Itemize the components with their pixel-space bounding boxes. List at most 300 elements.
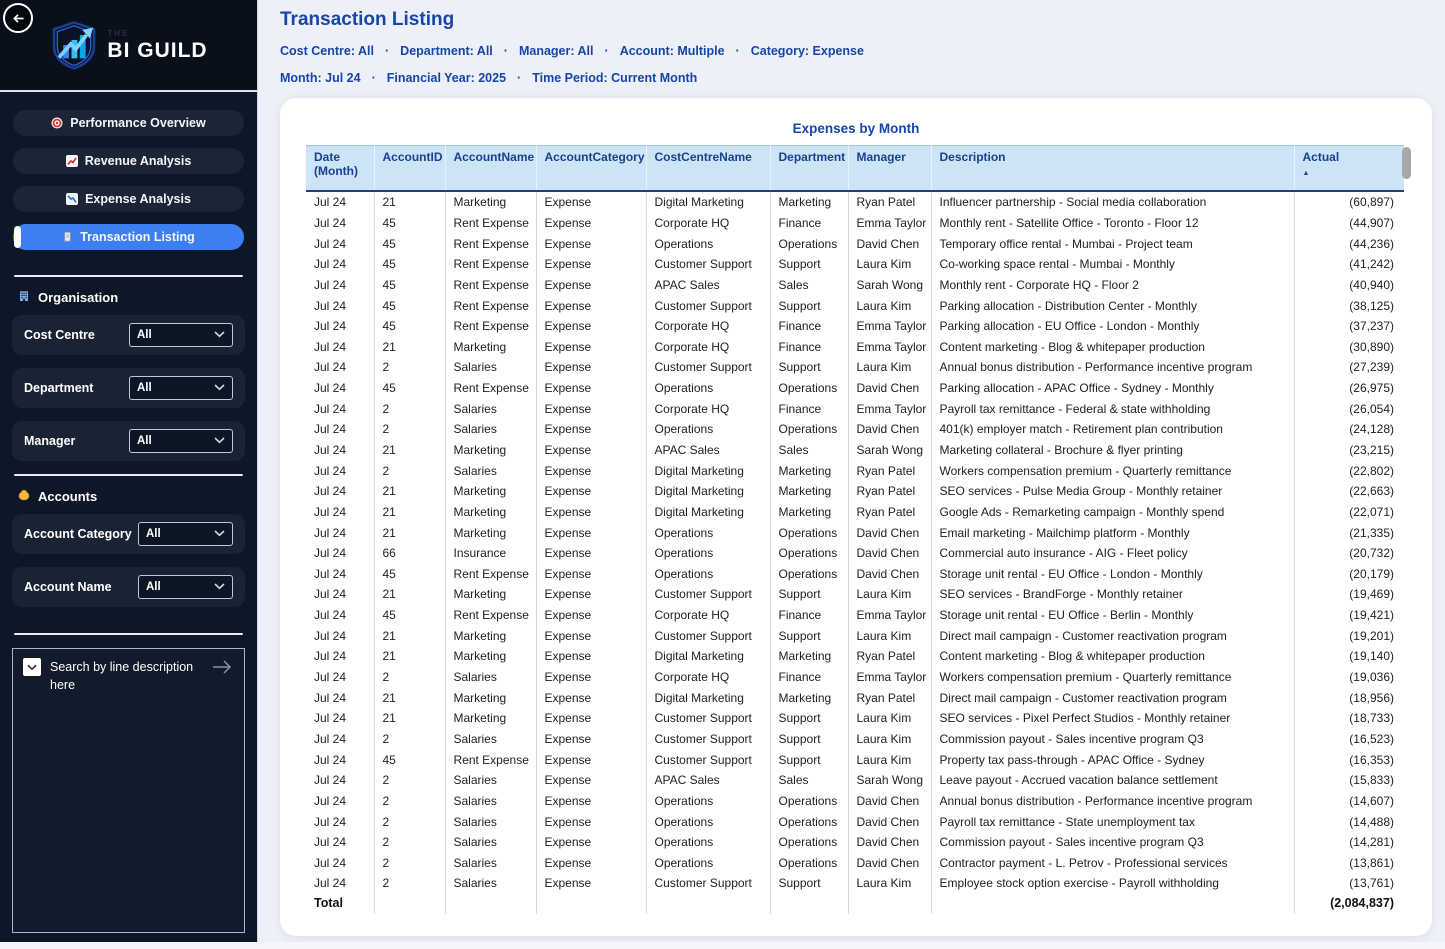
- column-header-accountcategory[interactable]: AccountCategory: [536, 146, 646, 192]
- cell-accountname: Rent Expense: [445, 275, 536, 296]
- cell-date-month: Jul 24: [314, 628, 347, 643]
- separator-dot: ·: [735, 44, 740, 58]
- total-spacer: [646, 892, 770, 914]
- cell-date-month: Jul 24: [314, 566, 347, 581]
- cell-actual: (13,761): [1294, 873, 1404, 892]
- chevron-down-icon: [214, 581, 225, 593]
- nav-label: Expense Analysis: [85, 192, 191, 206]
- cell-date-month: Jul 24: [314, 546, 347, 561]
- cost-centre-select[interactable]: [129, 323, 233, 347]
- select-value: All: [146, 528, 161, 540]
- cell-description: Parking allocation - Distribution Center - Monthly: [931, 295, 1294, 316]
- cell-manager: Laura Kim: [848, 729, 931, 750]
- cell-department: Support: [770, 584, 848, 605]
- cell-manager: David Chen: [848, 543, 931, 564]
- search-submit-button[interactable]: [210, 659, 234, 680]
- column-header-description[interactable]: Description: [931, 146, 1294, 192]
- table-row[interactable]: [306, 605, 1404, 626]
- cell-description: Co-working space rental - Mumbai - Monthly: [931, 254, 1294, 275]
- cell-date-month: Jul 24: [314, 484, 347, 499]
- total-spacer: [536, 892, 646, 914]
- cell-manager: Emma Taylor: [848, 336, 931, 357]
- cell-date-month: Jul 24: [314, 339, 347, 354]
- cell-costcentrename: Customer Support: [646, 584, 770, 605]
- cell-accountid: 21: [374, 646, 445, 667]
- cell-date-month: Jul 24: [314, 319, 347, 334]
- table-row[interactable]: [306, 646, 1404, 667]
- cell-accountid: 2: [374, 873, 445, 892]
- cell-accountname: Salaries: [445, 873, 536, 892]
- account-category-select[interactable]: [138, 522, 233, 546]
- cell-costcentrename: Digital Marketing: [646, 646, 770, 667]
- receipt-icon: [62, 231, 73, 243]
- cell-actual: (38,125): [1294, 295, 1404, 316]
- total-value: (2,084,837): [1294, 892, 1404, 914]
- cell-accountcategory: Expense: [536, 605, 646, 626]
- cell-description: Influencer partnership - Social media collaboration: [931, 192, 1294, 213]
- cell-costcentrename: Operations: [646, 543, 770, 564]
- cell-date-month: Jul 24: [314, 793, 347, 808]
- table-row[interactable]: [306, 275, 1404, 296]
- cell-manager: David Chen: [848, 419, 931, 440]
- cell-accountcategory: Expense: [536, 708, 646, 729]
- cell-department: Finance: [770, 336, 848, 357]
- cell-department: Operations: [770, 522, 848, 543]
- table-row[interactable]: [306, 853, 1404, 874]
- table-row[interactable]: [306, 522, 1404, 543]
- cell-department: Operations: [770, 853, 848, 874]
- cell-manager: David Chen: [848, 832, 931, 853]
- cell-accountcategory: Expense: [536, 564, 646, 585]
- cell-accountid: 45: [374, 213, 445, 234]
- cell-date-month: Jul 24: [314, 876, 347, 891]
- cell-actual: (14,488): [1294, 811, 1404, 832]
- cell-manager: David Chen: [848, 791, 931, 812]
- table-row[interactable]: [306, 481, 1404, 502]
- arrow-right-icon: [210, 659, 234, 675]
- cell-accountname: Rent Expense: [445, 254, 536, 275]
- table-row[interactable]: [306, 295, 1404, 316]
- cell-accountcategory: Expense: [536, 275, 646, 296]
- cell-department: Operations: [770, 233, 848, 254]
- chevron-down-icon: [214, 528, 225, 540]
- cell-accountid: 45: [374, 564, 445, 585]
- chevron-down-icon: [214, 435, 225, 447]
- nav-label: Transaction Listing: [80, 230, 195, 244]
- table-row[interactable]: [306, 378, 1404, 399]
- cell-actual: (40,940): [1294, 275, 1404, 296]
- cell-date-month: Jul 24: [314, 752, 347, 767]
- cell-department: Support: [770, 729, 848, 750]
- cell-manager: Laura Kim: [848, 295, 931, 316]
- divider: [14, 633, 243, 635]
- cell-accountname: Salaries: [445, 770, 536, 791]
- total-spacer: [931, 892, 1294, 914]
- cell-actual: (22,071): [1294, 502, 1404, 523]
- cell-department: Sales: [770, 275, 848, 296]
- sidebar-item-performance-overview[interactable]: [13, 110, 244, 136]
- cell-description: SEO services - Pulse Media Group - Monthly retainer: [931, 481, 1294, 502]
- cell-description: SEO services - BrandForge - Monthly retainer: [931, 584, 1294, 605]
- filter-panel-account-category: [12, 514, 245, 554]
- table-row[interactable]: [306, 667, 1404, 688]
- cell-manager: Laura Kim: [848, 749, 931, 770]
- cell-date-month: Jul 24: [314, 525, 347, 540]
- cell-accountname: Salaries: [445, 398, 536, 419]
- cell-date-month: Jul 24: [314, 236, 347, 251]
- cell-manager: David Chen: [848, 853, 931, 874]
- page-title: Transaction Listing: [280, 9, 455, 30]
- cell-actual: (14,281): [1294, 832, 1404, 853]
- column-header-accountid[interactable]: AccountID: [374, 146, 445, 192]
- table-row[interactable]: [306, 502, 1404, 523]
- cell-accountcategory: Expense: [536, 192, 646, 213]
- cell-department: Support: [770, 749, 848, 770]
- cell-accountcategory: Expense: [536, 502, 646, 523]
- cell-accountid: 21: [374, 481, 445, 502]
- cell-department: Support: [770, 873, 848, 892]
- cell-accountid: 21: [374, 708, 445, 729]
- table-row[interactable]: [306, 625, 1404, 646]
- cell-description: Commission payout - Sales incentive program Q3: [931, 832, 1294, 853]
- logo-text: BI GUILD: [107, 38, 208, 62]
- filter-chip: Department: All: [400, 44, 493, 58]
- column-header-accountname[interactable]: AccountName: [445, 146, 536, 192]
- table-row[interactable]: [306, 770, 1404, 791]
- cell-accountid: 45: [374, 295, 445, 316]
- section-organisation: [0, 275, 257, 461]
- sort-ascending-icon: ▲: [1302, 170, 1310, 177]
- cell-accountid: 2: [374, 419, 445, 440]
- column-header-actual[interactable]: Actual ▲: [1294, 146, 1404, 192]
- cell-actual: (19,201): [1294, 625, 1404, 646]
- table-row[interactable]: [306, 873, 1404, 892]
- filter-summary-line-1: [280, 44, 1445, 58]
- cell-accountcategory: Expense: [536, 543, 646, 564]
- cell-accountname: Rent Expense: [445, 605, 536, 626]
- cell-costcentrename: Operations: [646, 853, 770, 874]
- cell-description: Content marketing - Blog & whitepaper production: [931, 646, 1294, 667]
- cell-actual: (20,179): [1294, 564, 1404, 585]
- table-row[interactable]: [306, 254, 1404, 275]
- cell-actual: (14,607): [1294, 791, 1404, 812]
- cell-date-month: Jul 24: [314, 215, 347, 230]
- cell-accountname: Marketing: [445, 502, 536, 523]
- cell-date-month: Jul 24: [314, 504, 347, 519]
- cell-date-month: Jul 24: [314, 422, 347, 437]
- cell-accountid: 45: [374, 316, 445, 337]
- cell-accountname: Salaries: [445, 667, 536, 688]
- cell-actual: (15,833): [1294, 770, 1404, 791]
- cell-description: 401(k) employer match - Retirement plan contribution: [931, 419, 1294, 440]
- page-header: [258, 0, 1445, 85]
- table-card: [280, 98, 1432, 936]
- cell-department: Marketing: [770, 481, 848, 502]
- table-row[interactable]: [306, 729, 1404, 750]
- table-row[interactable]: [306, 791, 1404, 812]
- cell-manager: Emma Taylor: [848, 316, 931, 337]
- cell-manager: Ryan Patel: [848, 460, 931, 481]
- cell-description: Property tax pass-through - APAC Office - Sydney: [931, 749, 1294, 770]
- cell-date-month: Jul 24: [314, 463, 347, 478]
- table-row[interactable]: [306, 708, 1404, 729]
- cell-description: Leave payout - Accrued vacation balance settlement: [931, 770, 1294, 791]
- sidebar-item-revenue-analysis[interactable]: [13, 148, 244, 174]
- cell-department: Finance: [770, 316, 848, 337]
- table-row[interactable]: [306, 749, 1404, 770]
- column-header-date-month[interactable]: Date (Month): [306, 146, 374, 192]
- cell-manager: Ryan Patel: [848, 192, 931, 213]
- cell-description: Parking allocation - APAC Office - Sydney - Monthly: [931, 378, 1294, 399]
- chart-increasing-icon: [66, 155, 78, 167]
- cell-accountname: Salaries: [445, 811, 536, 832]
- cell-actual: (41,242): [1294, 254, 1404, 275]
- table-row[interactable]: [306, 832, 1404, 853]
- cell-manager: Emma Taylor: [848, 213, 931, 234]
- filter-label: Cost Centre: [24, 328, 95, 342]
- cell-costcentrename: Customer Support: [646, 357, 770, 378]
- cell-costcentrename: Operations: [646, 233, 770, 254]
- cell-actual: (18,733): [1294, 708, 1404, 729]
- table-row[interactable]: [306, 419, 1404, 440]
- cell-description: Direct mail campaign - Customer reactivation program: [931, 687, 1294, 708]
- cell-department: Marketing: [770, 646, 848, 667]
- cell-accountcategory: Expense: [536, 460, 646, 481]
- cell-accountname: Rent Expense: [445, 749, 536, 770]
- table-row[interactable]: [306, 440, 1404, 461]
- cell-costcentrename: Corporate HQ: [646, 605, 770, 626]
- cell-actual: (19,036): [1294, 667, 1404, 688]
- table-row[interactable]: [306, 233, 1404, 254]
- cell-accountcategory: Expense: [536, 853, 646, 874]
- filter-chip: Cost Centre: All: [280, 44, 374, 58]
- cell-accountcategory: Expense: [536, 398, 646, 419]
- cell-description: Marketing collateral - Brochure & flyer printing: [931, 440, 1294, 461]
- table-body: [306, 192, 1404, 892]
- cell-accountcategory: Expense: [536, 625, 646, 646]
- cell-date-month: Jul 24: [314, 670, 347, 685]
- cell-department: Support: [770, 357, 848, 378]
- cell-accountname: Salaries: [445, 853, 536, 874]
- cell-accountcategory: Expense: [536, 832, 646, 853]
- table-row[interactable]: [306, 213, 1404, 234]
- cell-date-month: Jul 24: [314, 381, 347, 396]
- cell-actual: (13,861): [1294, 853, 1404, 874]
- cell-department: Marketing: [770, 502, 848, 523]
- cell-date-month: Jul 24: [314, 587, 347, 602]
- cell-actual: (60,897): [1294, 192, 1404, 213]
- cell-department: Support: [770, 295, 848, 316]
- search-dropdown-toggle[interactable]: [23, 658, 41, 676]
- cell-description: Workers compensation premium - Quarterly remittance: [931, 667, 1294, 688]
- cell-description: Storage unit rental - EU Office - London - Monthly: [931, 564, 1294, 585]
- cell-department: Finance: [770, 605, 848, 626]
- filter-panel-manager: [12, 421, 245, 461]
- filter-chip: Manager: All: [518, 44, 594, 58]
- cell-accountid: 45: [374, 275, 445, 296]
- cell-accountname: Marketing: [445, 625, 536, 646]
- cell-actual: (44,907): [1294, 213, 1404, 234]
- cell-accountname: Insurance: [445, 543, 536, 564]
- cell-manager: Laura Kim: [848, 584, 931, 605]
- cell-accountid: 2: [374, 770, 445, 791]
- divider: [14, 474, 243, 476]
- cell-department: Operations: [770, 791, 848, 812]
- cell-accountcategory: Expense: [536, 687, 646, 708]
- cell-accountid: 2: [374, 791, 445, 812]
- cell-description: Commercial auto insurance - AIG - Fleet policy: [931, 543, 1294, 564]
- cell-actual: (16,353): [1294, 749, 1404, 770]
- column-header-costcentrename[interactable]: CostCentreName: [646, 146, 770, 192]
- cell-department: Support: [770, 708, 848, 729]
- cell-accountname: Rent Expense: [445, 233, 536, 254]
- select-value: All: [137, 435, 152, 447]
- cell-costcentrename: Operations: [646, 378, 770, 399]
- visual-title: Expenses by Month: [792, 121, 920, 136]
- table-row[interactable]: [306, 192, 1404, 213]
- cell-date-month: Jul 24: [314, 277, 347, 292]
- cell-accountname: Marketing: [445, 687, 536, 708]
- cell-description: Payroll tax remittance - State unemployment tax: [931, 811, 1294, 832]
- filter-panel-cost-centre: [12, 315, 245, 355]
- cell-accountname: Salaries: [445, 460, 536, 481]
- cell-accountcategory: Expense: [536, 254, 646, 275]
- cell-accountcategory: Expense: [536, 295, 646, 316]
- table-header: [306, 145, 1404, 192]
- table-row[interactable]: [306, 584, 1404, 605]
- cell-costcentrename: Customer Support: [646, 625, 770, 646]
- column-header-department[interactable]: Department: [770, 146, 848, 192]
- total-row: [306, 892, 1404, 914]
- cell-accountid: 21: [374, 625, 445, 646]
- cell-date-month: Jul 24: [314, 835, 347, 850]
- cell-manager: Ryan Patel: [848, 502, 931, 523]
- cell-department: Operations: [770, 378, 848, 399]
- table-row[interactable]: [306, 398, 1404, 419]
- app-logo: [49, 20, 207, 70]
- back-button[interactable]: [3, 3, 33, 33]
- transactions-table: [306, 145, 1404, 914]
- cell-manager: Laura Kim: [848, 625, 931, 646]
- cell-costcentrename: Customer Support: [646, 708, 770, 729]
- table-row[interactable]: [306, 357, 1404, 378]
- sidebar: [0, 0, 258, 949]
- filter-chip: Financial Year: 2025: [386, 71, 507, 85]
- separator-dot: ·: [604, 44, 609, 58]
- cell-accountcategory: Expense: [536, 440, 646, 461]
- cell-description: Storage unit rental - EU Office - Berlin - Monthly: [931, 605, 1294, 626]
- cell-accountcategory: Expense: [536, 811, 646, 832]
- column-header-manager[interactable]: Manager: [848, 146, 931, 192]
- cell-manager: Sarah Wong: [848, 770, 931, 791]
- cell-date-month: Jul 24: [314, 773, 347, 788]
- table-row[interactable]: [306, 316, 1404, 337]
- cell-description: Content marketing - Blog & whitepaper production: [931, 336, 1294, 357]
- cell-date-month: Jul 24: [314, 608, 347, 623]
- manager-select[interactable]: [129, 429, 233, 453]
- separator-dot: ·: [517, 71, 522, 85]
- sidebar-item-transaction-listing[interactable]: [13, 224, 244, 250]
- cell-actual: (19,140): [1294, 646, 1404, 667]
- cell-accountname: Salaries: [445, 791, 536, 812]
- account-name-select[interactable]: [138, 575, 233, 599]
- sidebar-nav: [0, 110, 257, 262]
- cell-accountname: Marketing: [445, 646, 536, 667]
- cell-date-month: Jul 24: [314, 690, 347, 705]
- cell-accountname: Marketing: [445, 522, 536, 543]
- cell-date-month: Jul 24: [314, 814, 347, 829]
- cell-costcentrename: Operations: [646, 564, 770, 585]
- total-spacer: [445, 892, 536, 914]
- department-select[interactable]: [129, 376, 233, 400]
- cell-department: Support: [770, 254, 848, 275]
- total-label: Total: [306, 892, 374, 914]
- cell-accountid: 21: [374, 687, 445, 708]
- separator-dot: ·: [371, 71, 376, 85]
- table-total: [306, 892, 1404, 914]
- cell-manager: Sarah Wong: [848, 440, 931, 461]
- section-title: Accounts: [18, 489, 239, 504]
- cell-accountid: 2: [374, 832, 445, 853]
- table-row[interactable]: [306, 564, 1404, 585]
- chevron-down-icon: [214, 382, 225, 394]
- cell-costcentrename: APAC Sales: [646, 770, 770, 791]
- cell-department: Operations: [770, 811, 848, 832]
- cell-costcentrename: Customer Support: [646, 729, 770, 750]
- cell-accountcategory: Expense: [536, 233, 646, 254]
- table-row[interactable]: [306, 543, 1404, 564]
- cell-accountcategory: Expense: [536, 770, 646, 791]
- cell-manager: Laura Kim: [848, 708, 931, 729]
- cell-accountname: Rent Expense: [445, 213, 536, 234]
- nav-label: Revenue Analysis: [84, 154, 192, 168]
- table-row[interactable]: [306, 687, 1404, 708]
- table-row[interactable]: [306, 336, 1404, 357]
- cell-accountid: 45: [374, 749, 445, 770]
- cell-department: Finance: [770, 398, 848, 419]
- sidebar-item-expense-analysis[interactable]: [13, 186, 244, 212]
- cell-actual: (24,128): [1294, 419, 1404, 440]
- vertical-scrollbar-thumb[interactable]: [1402, 147, 1411, 179]
- cell-manager: Emma Taylor: [848, 667, 931, 688]
- cell-manager: Laura Kim: [848, 254, 931, 275]
- cell-accountid: 2: [374, 667, 445, 688]
- cell-accountcategory: Expense: [536, 419, 646, 440]
- cell-actual: (16,523): [1294, 729, 1404, 750]
- cell-costcentrename: Digital Marketing: [646, 502, 770, 523]
- sidebar-sections: [0, 262, 257, 620]
- cell-costcentrename: Customer Support: [646, 295, 770, 316]
- cell-manager: Ryan Patel: [848, 481, 931, 502]
- total-spacer: [848, 892, 931, 914]
- chevron-down-icon: [214, 329, 225, 341]
- cell-actual: (26,975): [1294, 378, 1404, 399]
- cell-accountid: 2: [374, 853, 445, 874]
- cell-description: Commission payout - Sales incentive program Q3: [931, 729, 1294, 750]
- cell-actual: (19,469): [1294, 584, 1404, 605]
- table-row[interactable]: [306, 460, 1404, 481]
- table-row[interactable]: [306, 811, 1404, 832]
- cell-accountid: 45: [374, 605, 445, 626]
- cell-accountname: Rent Expense: [445, 378, 536, 399]
- cell-accountcategory: Expense: [536, 522, 646, 543]
- cell-description: Annual bonus distribution - Performance incentive program: [931, 791, 1294, 812]
- cell-accountcategory: Expense: [536, 584, 646, 605]
- search-input[interactable]: [12, 648, 245, 933]
- arrow-left-icon: [12, 12, 25, 25]
- cell-actual: (23,215): [1294, 440, 1404, 461]
- cell-accountid: 2: [374, 398, 445, 419]
